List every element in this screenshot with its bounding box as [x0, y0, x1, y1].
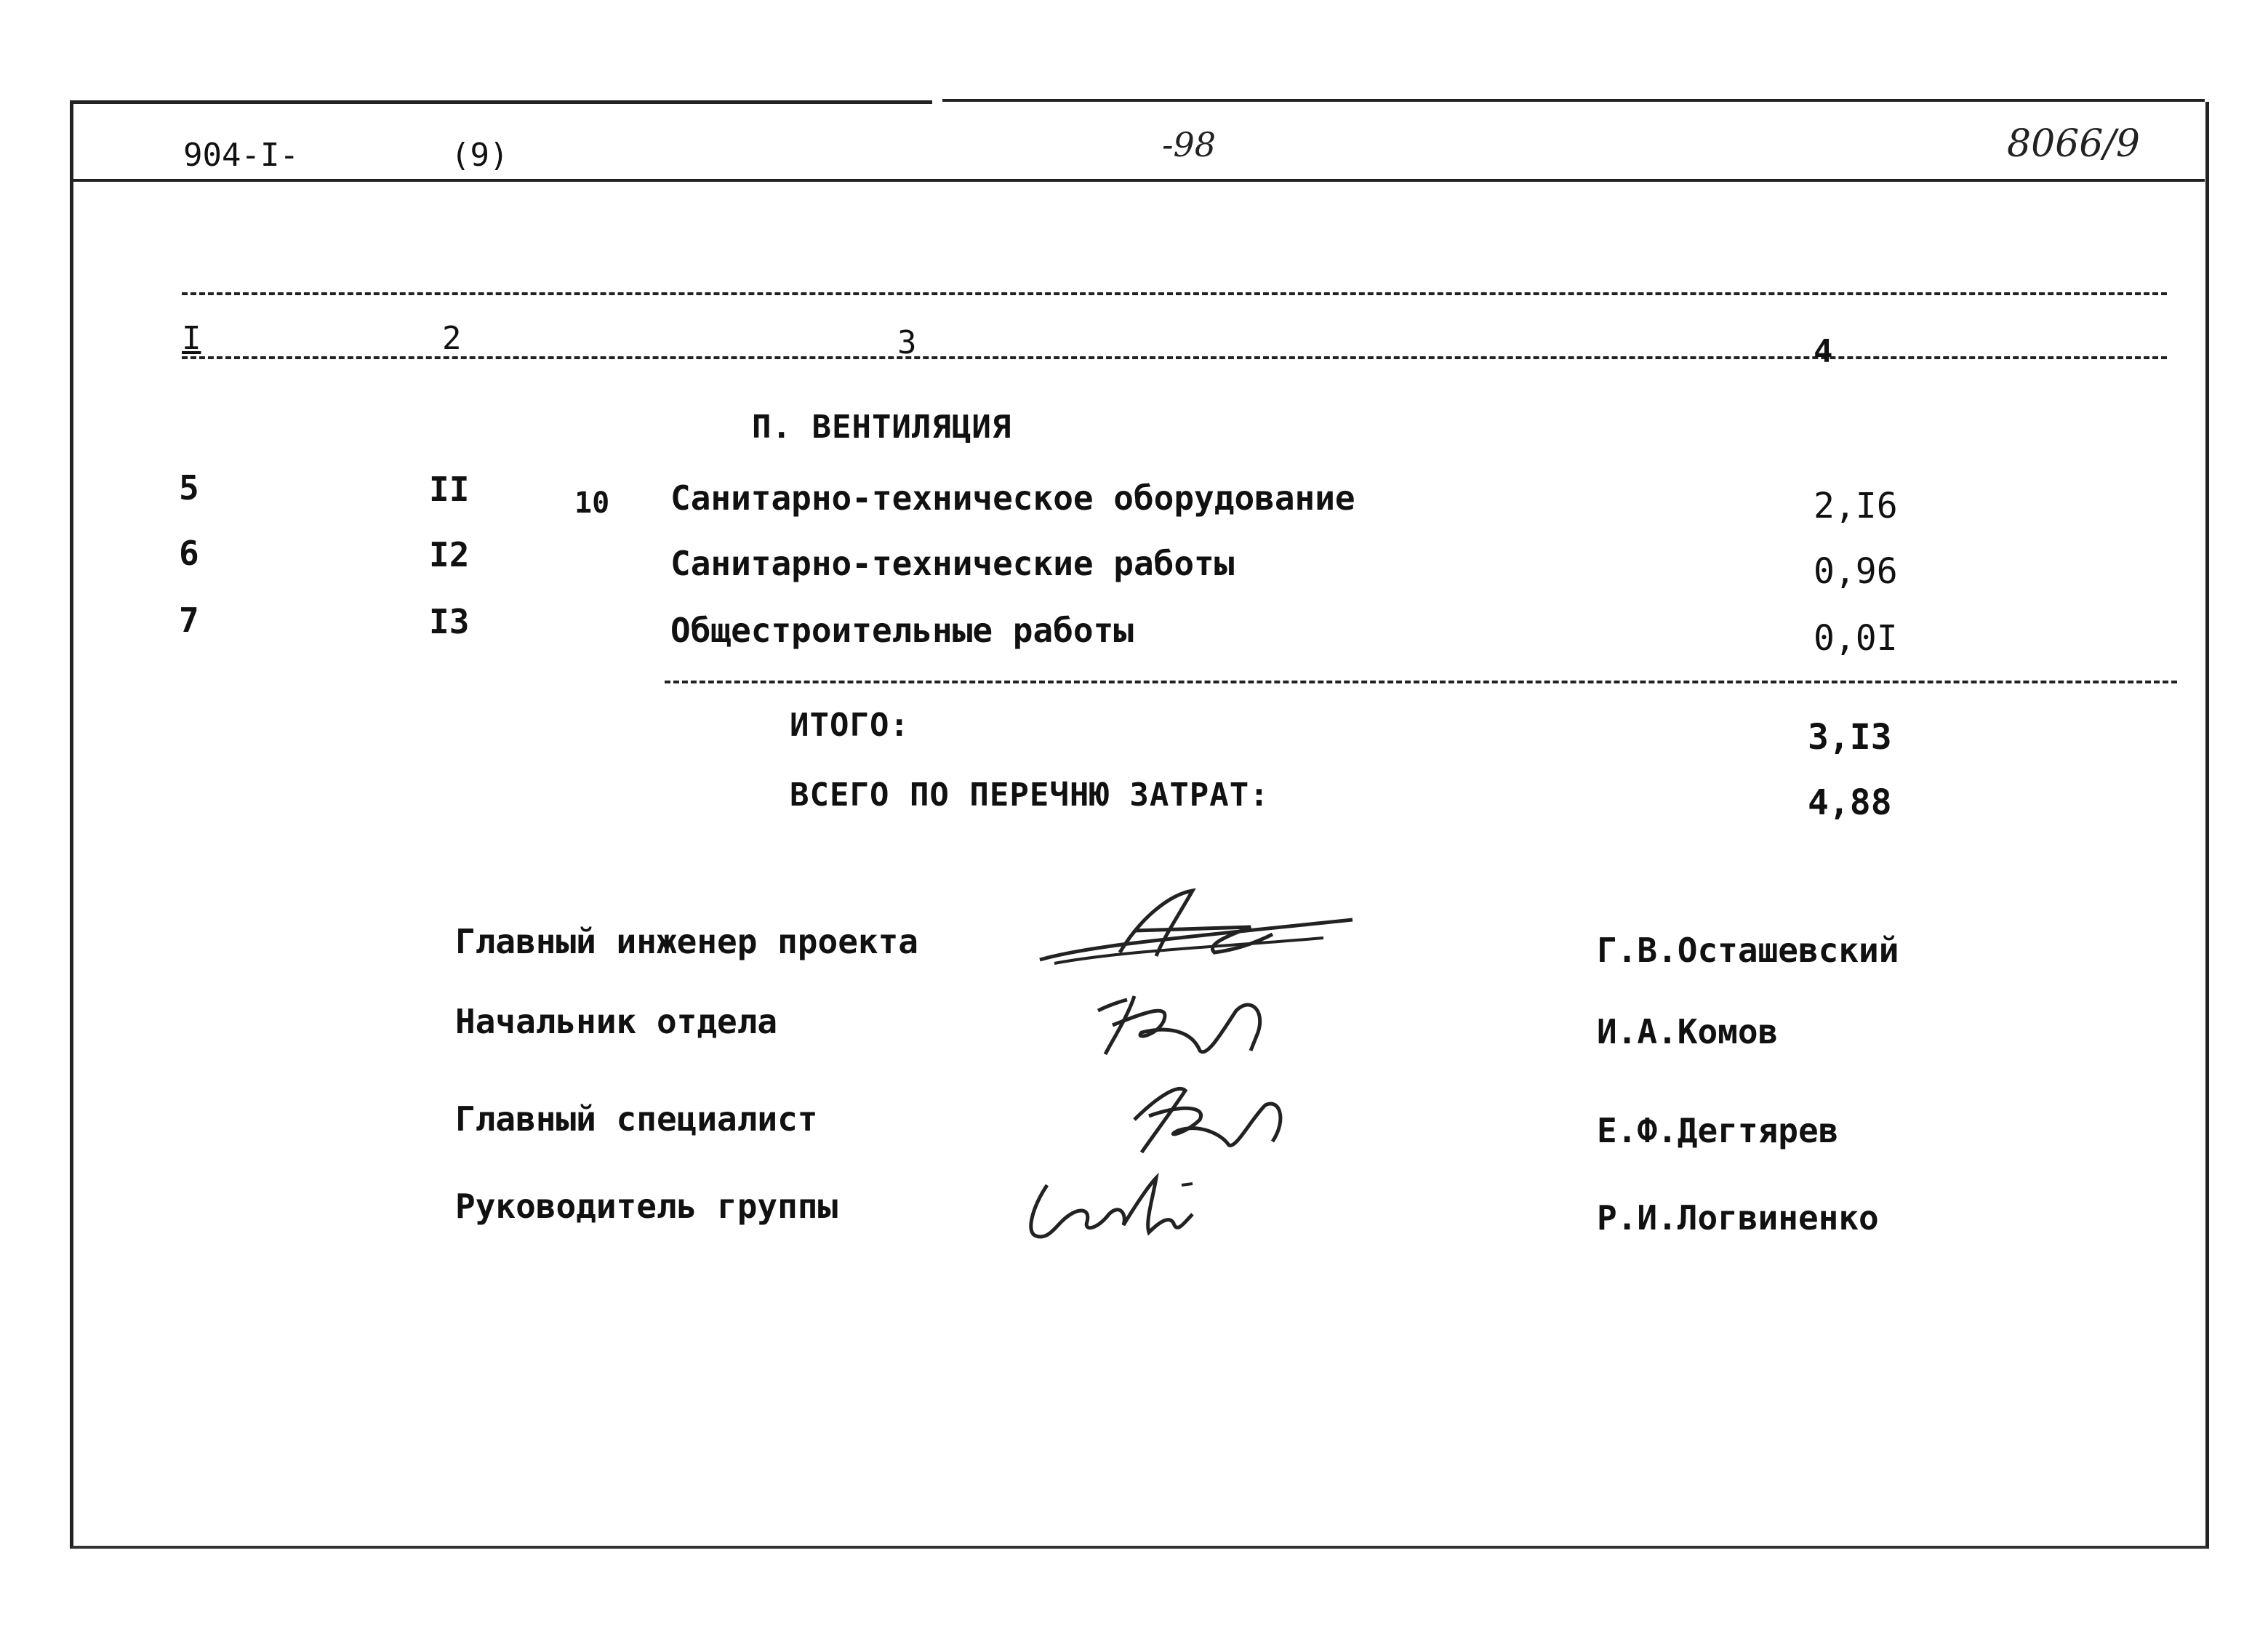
signature-mark	[1033, 887, 1367, 974]
total-label: ВСЕГО ПО ПЕРЕЧНЮ ЗАТРАТ:	[790, 777, 1270, 814]
signature-mark	[1120, 1076, 1294, 1163]
page-number: -98	[1162, 125, 1217, 164]
doc-code: 904-I-	[183, 137, 299, 174]
signature-role: Руководитель группы	[455, 1187, 838, 1226]
signature-name: Е.Ф.Дегтярев	[1597, 1111, 1839, 1150]
subtotal-value: 3,I3	[1808, 717, 1892, 758]
signature-role: Главный специалист	[455, 1099, 818, 1139]
header-divider	[70, 179, 2205, 182]
row-number: 6	[179, 534, 199, 573]
row-ref: I2	[429, 535, 470, 574]
row-name: Санитарно-технические работы	[670, 544, 1235, 583]
signature-role: Начальник отдела	[455, 1002, 778, 1041]
row-number: 5	[179, 468, 199, 507]
signature-role: Главный инженер проекта	[455, 922, 918, 961]
column-header-2: 2	[442, 320, 462, 357]
signature-name: И.А.Комов	[1597, 1012, 1779, 1051]
row-value: 0,0I	[1814, 618, 1898, 659]
column-header-4: 4	[1814, 333, 1833, 370]
table-top-rule	[182, 292, 2167, 295]
row-number: 7	[179, 601, 199, 640]
subtotal-label: ИТОГО:	[790, 707, 910, 744]
row-name: Санитарно-техническое оборудование	[670, 478, 1355, 518]
row-name: Общестроительные работы	[670, 611, 1134, 650]
subtotal-rule	[665, 681, 2177, 683]
sheet-part: (9)	[451, 137, 509, 174]
column-header-rule	[182, 356, 2167, 359]
column-header-1: I	[182, 320, 201, 357]
row-value: 0,96	[1814, 551, 1898, 592]
row-ref: II	[429, 470, 470, 509]
signature-name: Р.И.Логвиненко	[1597, 1198, 1879, 1237]
section-title: П. ВЕНТИЛЯЦИЯ	[752, 409, 1012, 446]
row-value: 2,I6	[1814, 486, 1898, 526]
column-header-3: 3	[897, 324, 917, 361]
inventory-number: 8066/9	[2007, 122, 2140, 166]
document-frame	[70, 102, 2209, 1549]
signature-mark	[1083, 982, 1280, 1069]
total-value: 4,88	[1808, 782, 1892, 823]
signature-mark	[1018, 1163, 1207, 1251]
signature-name: Г.В.Осташевский	[1597, 931, 1899, 970]
row-ref: I3	[429, 602, 470, 641]
side-mark: 10	[574, 486, 610, 520]
